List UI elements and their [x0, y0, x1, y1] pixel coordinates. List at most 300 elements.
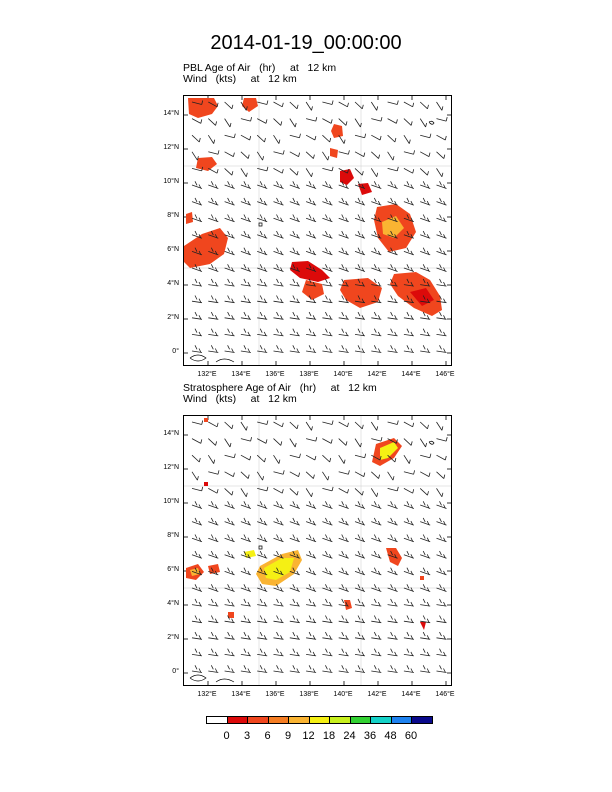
wind-barb [404, 470, 415, 474]
wind-barb [371, 632, 381, 639]
wind-barb [420, 181, 430, 188]
wind-barb [404, 198, 414, 205]
wind-barb [339, 439, 347, 446]
wind-barb [339, 518, 349, 525]
colorbar-swatch [206, 716, 228, 724]
wind-barb [404, 439, 412, 446]
wind-barb [241, 117, 252, 121]
wind-barb [225, 312, 235, 319]
wind-barb [371, 152, 379, 159]
wind-barb [322, 665, 332, 672]
wind-barb [257, 198, 267, 205]
wind-barb [306, 312, 316, 319]
lon-tick-label: 132°E [197, 371, 217, 378]
strat-patch [204, 482, 208, 486]
colorbar-swatch [288, 716, 310, 724]
colorbar-swatch [370, 716, 392, 724]
wind-barb [257, 439, 267, 444]
wind-barb [241, 472, 249, 479]
wind-barb [241, 135, 251, 140]
wind-barb [388, 167, 399, 171]
wind-barb [192, 312, 202, 319]
wind-barb [306, 102, 312, 110]
wind-barb [388, 501, 398, 508]
wind-barb [339, 501, 349, 508]
wind-barb [371, 568, 381, 575]
wind-barb [241, 248, 251, 255]
wind-barb [437, 518, 447, 525]
wind-barb [420, 329, 430, 336]
wind-barb [437, 535, 447, 542]
wind-barb [225, 215, 235, 222]
wind-barb [420, 345, 430, 352]
wind-barb [355, 248, 365, 255]
pbl-patch [330, 148, 338, 158]
strat-patch [420, 576, 424, 580]
pbl-patch [186, 212, 193, 224]
colorbar-label: 6 [264, 730, 271, 742]
wind-barb [306, 535, 316, 542]
colorbar-label: 9 [284, 730, 292, 742]
wind-barb [274, 632, 284, 639]
wind-barb [355, 312, 365, 319]
wind-barb [371, 345, 381, 352]
wind-barb [208, 150, 219, 154]
wind-barb [437, 665, 447, 672]
wind-barb [290, 329, 300, 336]
wind-barb [241, 296, 251, 303]
colorbar-label: 24 [343, 730, 356, 742]
wind-barb [322, 181, 332, 188]
wind-barb [339, 632, 349, 639]
wind-barb [339, 231, 349, 238]
wind-barb [371, 649, 381, 656]
wind-barb [388, 119, 398, 124]
lon-tick-label: 136°E [265, 691, 285, 698]
wind-barb [225, 102, 233, 109]
wind-barb [208, 215, 218, 222]
wind-barb [208, 135, 214, 143]
wind-barb [257, 345, 267, 352]
colorbar-label: 48 [384, 730, 397, 742]
wind-barb [306, 152, 314, 159]
wind-barb [306, 181, 316, 188]
lat-tick-label: 0° [172, 348, 179, 355]
wind-barb [208, 616, 218, 623]
wind-barb [241, 312, 251, 319]
wind-barb [371, 551, 381, 558]
wind-barb [420, 632, 430, 639]
wind-barb [339, 215, 349, 222]
wind-barb [241, 632, 251, 639]
pbl-patch [302, 280, 324, 300]
wind-barb [192, 135, 200, 142]
wind-barb [371, 135, 381, 140]
wind-barb [388, 472, 394, 480]
wind-barb [192, 119, 202, 124]
wind-barb [306, 599, 316, 606]
wind-barb [388, 518, 398, 525]
wind-barb [322, 198, 332, 205]
wind-barb [404, 312, 414, 319]
wind-barb [437, 152, 445, 159]
wind-barb [306, 231, 316, 238]
wind-barb [257, 279, 267, 286]
lat-tick-label: 4°N [167, 280, 179, 287]
wind-barb [355, 568, 365, 575]
wind-barb [355, 231, 365, 238]
wind-barb [322, 101, 333, 105]
wind-barb [339, 248, 349, 255]
wind-barb [208, 198, 218, 205]
wind-barb [225, 198, 235, 205]
wind-barb [339, 345, 349, 352]
wind-barb [192, 599, 202, 606]
strat-patch [344, 600, 352, 610]
wind-barb [355, 168, 363, 175]
wind-barb [420, 616, 430, 623]
wind-barb [225, 535, 235, 542]
colorbar-swatch [329, 716, 351, 724]
wind-barb [355, 215, 365, 222]
pbl-patch [331, 124, 343, 138]
wind-barb [371, 198, 381, 205]
wind-barb [192, 421, 203, 425]
wind-barb [355, 632, 365, 639]
wind-barb [241, 181, 251, 188]
wind-barb [437, 568, 447, 575]
wind-barb [208, 168, 218, 173]
wind-barb [241, 455, 251, 460]
lat-tick-label: 4°N [167, 600, 179, 607]
wind-barb [355, 472, 365, 477]
wind-barb [322, 649, 332, 656]
wind-barb [388, 152, 394, 160]
wind-barb [208, 665, 218, 672]
wind-barb [241, 279, 251, 286]
wind-barb [339, 535, 349, 542]
wind-barb [192, 487, 203, 491]
wind-barb [404, 501, 414, 508]
wind-barb [290, 632, 300, 639]
wind-barb [290, 488, 298, 495]
wind-barb [322, 568, 332, 575]
wind-barb [355, 422, 363, 429]
wind-barb [306, 329, 316, 336]
wind-barb [208, 632, 218, 639]
wind-barb [404, 649, 414, 656]
wind-barb [322, 599, 332, 606]
wind-barb [225, 439, 231, 447]
wind-barb [306, 551, 316, 558]
wind-barb [225, 345, 235, 352]
wind-barb [322, 518, 332, 525]
coastline [429, 441, 434, 444]
wind-barb [371, 488, 377, 496]
pbl-patch [196, 157, 217, 171]
wind-barb [225, 248, 235, 255]
wind-barb [192, 152, 198, 160]
wind-barb [437, 181, 447, 188]
wind-barb [192, 518, 202, 525]
wind-barb [306, 345, 316, 352]
wind-barb [274, 535, 284, 542]
wind-barb [225, 472, 235, 477]
wind-barb [225, 168, 233, 175]
lat-tick-label: 14°N [163, 430, 179, 437]
wind-barb [355, 329, 365, 336]
wind-barb [322, 231, 332, 238]
strat-patch [228, 612, 234, 618]
wind-barb [306, 422, 312, 430]
wind-barb [274, 329, 284, 336]
wind-barb [355, 345, 365, 352]
wind-barb [274, 616, 284, 623]
wind-barb [257, 312, 267, 319]
wind-barb [208, 279, 218, 286]
wind-barb [208, 470, 219, 474]
wind-barb [225, 296, 235, 303]
wind-barb [306, 501, 316, 508]
wind-barb [192, 181, 202, 188]
colorbar-label: 18 [322, 730, 336, 742]
wind-barb [306, 168, 312, 176]
wind-barb [420, 568, 430, 575]
wind-barb [420, 665, 430, 672]
wind-barb [192, 279, 202, 286]
wind-barb [274, 231, 284, 238]
wind-barb [371, 422, 377, 430]
wind-barb [225, 568, 235, 575]
wind-barb [241, 345, 251, 352]
pbl-age-map-svg [184, 96, 451, 365]
colorbar-label: 3 [243, 730, 251, 742]
wind-barb [208, 181, 218, 188]
wind-barb [404, 568, 414, 575]
wind-barb [437, 231, 447, 238]
wind-barb [371, 535, 381, 542]
wind-barb [371, 665, 381, 672]
wind-barb [404, 616, 414, 623]
wind-barb [322, 632, 332, 639]
wind-barb [437, 455, 447, 460]
wind-barb [290, 599, 300, 606]
wind-barb [257, 329, 267, 336]
wind-barb [388, 568, 398, 575]
coastline [429, 121, 434, 124]
wind-barb [208, 501, 218, 508]
wind-barb [339, 455, 345, 463]
wind-barb [225, 665, 235, 672]
wind-barb [290, 181, 300, 188]
wind-barb [208, 535, 218, 542]
colorbar-swatch [309, 716, 331, 724]
wind-barb [388, 535, 398, 542]
wind-barb [371, 329, 381, 336]
wind-barb [322, 215, 332, 222]
wind-barb [355, 599, 365, 606]
colorbar-swatch [350, 716, 372, 724]
wind-barb [339, 422, 349, 427]
wind-barb [290, 472, 300, 477]
wind-barb [241, 437, 252, 441]
wind-barb [208, 422, 218, 427]
lon-tick-label: 132°E [197, 691, 217, 698]
wind-barb [306, 117, 317, 121]
wind-barb [274, 439, 282, 446]
lon-tick-label: 138°E [299, 371, 319, 378]
coastline [190, 355, 206, 361]
wind-barb [274, 518, 284, 525]
lon-tick-label: 146°E [435, 691, 455, 698]
wind-barb [306, 632, 316, 639]
wind-barb [355, 198, 365, 205]
wind-barb [208, 345, 218, 352]
wind-barb [290, 231, 300, 238]
lat-tick-label: 2°N [167, 634, 179, 641]
pbl-age-map [183, 95, 452, 366]
wind-barb [404, 518, 414, 525]
wind-barb [306, 248, 316, 255]
wind-barb [420, 454, 431, 458]
wind-barb [192, 215, 202, 222]
wind-barb [420, 152, 430, 157]
wind-barb [322, 455, 330, 462]
wind-barb [322, 551, 332, 558]
wind-barb [388, 345, 398, 352]
wind-barb [290, 312, 300, 319]
wind-barb [388, 599, 398, 606]
wind-barb [274, 119, 282, 126]
wind-barb [290, 198, 300, 205]
wind-barb [192, 345, 202, 352]
wind-barb [306, 135, 316, 140]
wind-barb [225, 181, 235, 188]
wind-barb [274, 296, 284, 303]
lat-tick-label: 14°N [163, 110, 179, 117]
wind-barb [208, 455, 214, 463]
wind-barb [241, 535, 251, 542]
wind-barb [371, 102, 377, 110]
wind-barb [404, 135, 410, 143]
wind-barb [225, 134, 236, 138]
wind-barb [290, 279, 300, 286]
wind-barb [241, 168, 247, 176]
wind-barb [437, 599, 447, 606]
wind-barb [437, 501, 447, 508]
wind-barb [257, 616, 267, 623]
wind-barb [437, 551, 447, 558]
wind-barb [404, 168, 414, 173]
wind-barb [339, 329, 349, 336]
wind-barb [274, 168, 284, 173]
wind-barb [388, 198, 398, 205]
coastline [216, 359, 234, 362]
wind-barb [241, 329, 251, 336]
wind-barb [274, 649, 284, 656]
coastline [259, 223, 262, 226]
wind-barb [274, 455, 280, 463]
lat-tick-label: 8°N [167, 212, 179, 219]
wind-barb [241, 231, 251, 238]
wind-barb [339, 649, 349, 656]
lon-tick-label: 140°E [333, 371, 353, 378]
wind-barb [339, 568, 349, 575]
wind-barb [437, 472, 445, 479]
colorbar-swatch [391, 716, 413, 724]
wind-barb [339, 102, 349, 107]
wind-barb [355, 551, 365, 558]
wind-barb [437, 649, 447, 656]
wind-barb [388, 616, 398, 623]
wind-barb [420, 501, 430, 508]
wind-barb [225, 632, 235, 639]
wind-barb [306, 215, 316, 222]
wind-barb [339, 119, 347, 126]
wind-barb [225, 488, 233, 495]
wind-barb [290, 134, 301, 138]
wind-barb [290, 454, 301, 458]
wind-barb [208, 599, 218, 606]
wind-barb [404, 119, 412, 126]
pbl-patch [242, 98, 258, 112]
stratosphere-age-map [183, 415, 452, 686]
wind-barb [257, 649, 267, 656]
wind-barb [355, 439, 361, 447]
wind-barb [306, 616, 316, 623]
wind-barb [225, 454, 236, 458]
wind-barb [322, 535, 332, 542]
wind-barb [339, 665, 349, 672]
wind-barb [241, 518, 251, 525]
wind-barb [404, 345, 414, 352]
pbl-patch [290, 261, 330, 282]
wind-barb [208, 439, 216, 446]
wind-barb [225, 599, 235, 606]
wind-barb [437, 198, 447, 205]
wind-barb [290, 501, 300, 508]
wind-barb [371, 312, 381, 319]
wind-barb [322, 167, 333, 171]
wind-barb [420, 134, 431, 138]
wind-barb [404, 551, 414, 558]
wind-barb [420, 119, 426, 127]
wind-barb [437, 616, 447, 623]
wind-barb [257, 296, 267, 303]
wind-barb [388, 101, 399, 105]
wind-barb [257, 215, 267, 222]
wind-barb [192, 616, 202, 623]
wind-barb [208, 312, 218, 319]
wind-barb [257, 551, 267, 558]
stratosphere-age-map-svg [184, 416, 451, 685]
wind-barb [322, 616, 332, 623]
wind-barb [420, 422, 428, 429]
wind-barb [290, 102, 298, 109]
wind-barb [404, 102, 414, 107]
lon-tick-label: 134°E [231, 691, 251, 698]
wind-barb [290, 168, 298, 175]
wind-barb [274, 279, 284, 286]
wind-barb [257, 231, 267, 238]
lon-tick-label: 146°E [435, 371, 455, 378]
wind-barb [192, 665, 202, 672]
wind-barb [290, 152, 300, 157]
wind-barb [420, 488, 428, 495]
pbl-patch [184, 228, 228, 268]
wind-barb [241, 665, 251, 672]
wind-barb [437, 312, 447, 319]
